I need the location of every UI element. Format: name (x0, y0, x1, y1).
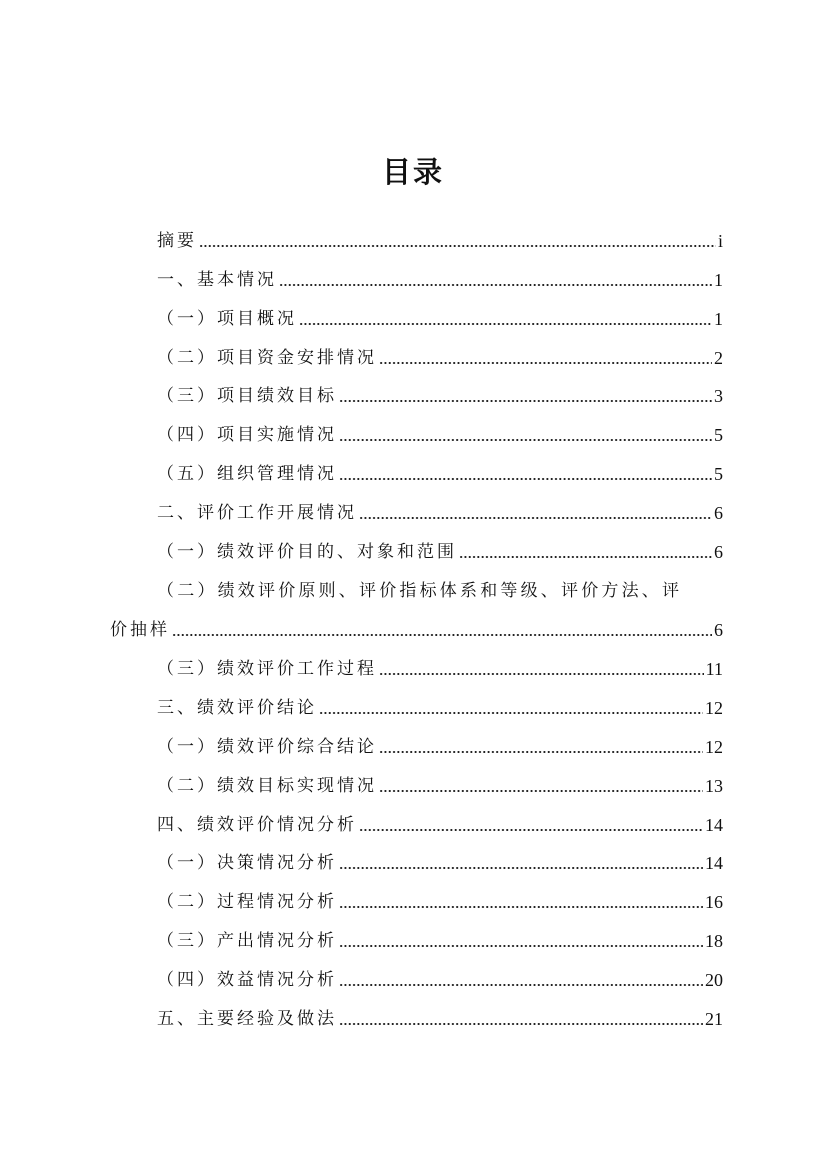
toc-entry-label: 五、主要经验及做法 (157, 1009, 337, 1029)
toc-entry-section-3[interactable] (157, 689, 723, 719)
dot-leader (339, 930, 703, 952)
toc-entry-label: （五）组织管理情况 (157, 464, 337, 484)
dot-leader (339, 385, 712, 407)
dot-leader (379, 775, 703, 797)
dot-leader (339, 969, 703, 991)
toc-entry-page: i (717, 231, 723, 251)
toc-entry-page: 2 (714, 348, 723, 368)
toc-entry-page: 1 (714, 270, 723, 290)
toc-entry-1-5[interactable] (157, 455, 723, 485)
dot-leader (339, 891, 703, 913)
toc-entry-section-1[interactable] (157, 261, 723, 291)
toc-entry-1-2[interactable] (157, 339, 723, 369)
toc-entry-page: 6 (714, 503, 723, 523)
toc-entry-3-1[interactable] (157, 728, 723, 758)
toc-entry-label: 二、评价工作开展情况 (157, 503, 357, 523)
toc-entry-page: 6 (714, 542, 723, 562)
toc-entry-label: （一）绩效评价综合结论 (157, 737, 377, 757)
toc-entry-abstract[interactable] (157, 222, 723, 252)
toc-entry-section-4[interactable] (157, 806, 723, 836)
toc-entry-page: 11 (705, 659, 723, 679)
dot-leader (379, 658, 704, 680)
toc-entry-2-2[interactable] (110, 611, 723, 641)
toc-entry-page: 6 (714, 620, 723, 640)
toc-entry-label: （二）绩效目标实现情况 (157, 776, 377, 796)
dot-leader (319, 697, 703, 719)
toc-entry-1-3[interactable] (157, 377, 723, 407)
dot-leader (279, 269, 712, 291)
toc-entry-1-4[interactable] (157, 416, 723, 446)
toc-title: 目录 (381, 155, 444, 189)
dot-leader (339, 1008, 703, 1030)
toc-entry-page: 13 (705, 776, 723, 796)
dot-leader (359, 814, 703, 836)
toc-entry-2-2-line1[interactable]: （二）绩效评价原则、评价指标体系和等级、评价方法、评 (157, 581, 683, 601)
toc-entry-label: （一）绩效评价目的、对象和范围 (157, 542, 457, 562)
toc-entry-page: 14 (705, 815, 723, 835)
toc-entry-page: 5 (714, 425, 723, 445)
toc-entry-label: （三）项目绩效目标 (157, 386, 337, 406)
toc-entry-label: （二）过程情况分析 (157, 892, 337, 912)
toc-entry-1-1[interactable] (157, 300, 723, 330)
toc-entry-label: （四）效益情况分析 (157, 970, 337, 990)
toc-entry-page: 12 (705, 698, 723, 718)
toc-entry-label: （二）项目资金安排情况 (157, 348, 377, 368)
toc-entry-label: 一、基本情况 (157, 270, 277, 290)
toc-entry-page: 1 (714, 309, 723, 329)
toc-entry-label: （一）决策情况分析 (157, 853, 337, 873)
dot-leader (339, 852, 703, 874)
toc-entry-section-5[interactable] (157, 1000, 723, 1030)
toc-entry-3-2[interactable] (157, 767, 723, 797)
toc-entry-label: （三）绩效评价工作过程 (157, 659, 377, 679)
toc-entry-4-3[interactable] (157, 922, 723, 952)
dot-leader (379, 736, 703, 758)
toc-entry-label: 摘要 (157, 231, 197, 251)
dot-leader (299, 308, 712, 330)
toc-entry-4-2[interactable] (157, 883, 723, 913)
dot-leader (339, 424, 712, 446)
toc-entry-label: 价抽样 (110, 620, 170, 640)
toc-entry-2-3[interactable] (157, 650, 723, 680)
toc-entry-page: 3 (714, 386, 723, 406)
toc-entry-label: （三）产出情况分析 (157, 931, 337, 951)
toc-entry-page: 12 (705, 737, 723, 757)
toc-entry-section-2[interactable] (157, 494, 723, 524)
toc-entry-page: 18 (705, 931, 723, 951)
toc-entry-4-4[interactable] (157, 961, 723, 991)
toc-entry-page: 21 (705, 1009, 723, 1029)
toc-entry-4-1[interactable] (157, 844, 723, 874)
toc-entry-page: 20 (705, 970, 723, 990)
dot-leader (459, 541, 712, 563)
toc-entry-label: （四）项目实施情况 (157, 425, 337, 445)
toc-entry-page: 16 (705, 892, 723, 912)
dot-leader (172, 619, 712, 641)
toc-entry-label: （一）项目概况 (157, 309, 297, 329)
toc-entry-page: 5 (714, 464, 723, 484)
toc-entry-label: 三、绩效评价结论 (157, 698, 317, 718)
dot-leader (339, 463, 712, 485)
toc-entry-page: 14 (705, 853, 723, 873)
dot-leader (359, 502, 712, 524)
toc-entry-2-1[interactable] (157, 533, 723, 563)
toc-entry-label: 四、绩效评价情况分析 (157, 815, 357, 835)
dot-leader (379, 347, 712, 369)
dot-leader (199, 230, 716, 252)
